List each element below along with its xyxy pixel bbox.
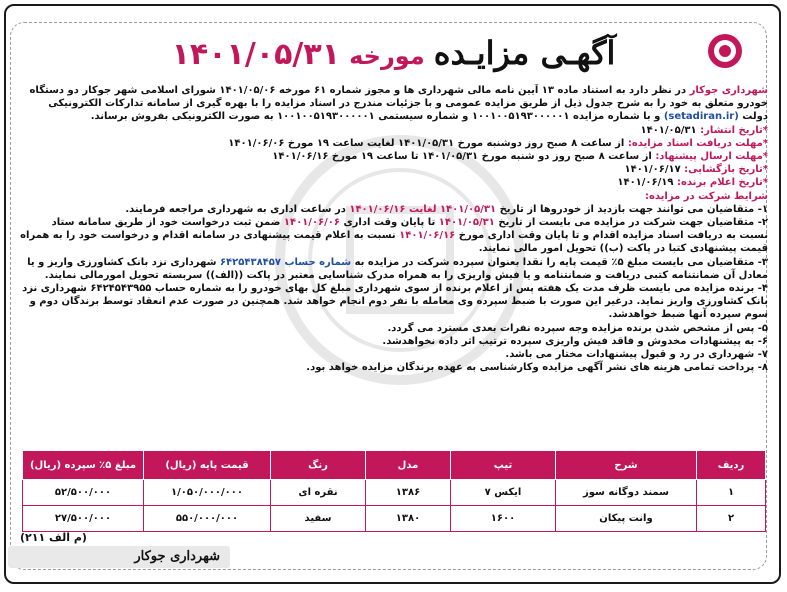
condition-6: ۶- به پیشنهادات مخدوش و فاقد فیش واریزی سپرده ترتیب اثر داده نخواهدشد.	[382, 335, 768, 347]
org-name: شهرداری جوکار	[689, 85, 768, 96]
announcement-emblem-icon	[706, 32, 744, 70]
account-number: شماره حساب ۶۴۲۵۴۳۸۴۵۷	[219, 256, 352, 268]
vehicles-table	[22, 450, 766, 532]
cell-model: ۱۳۸۶	[366, 480, 451, 506]
table-header-row	[23, 451, 766, 480]
condition-4: ۴- برنده مزایده می بایست ظرف مدت یک هفته پس از اعلام برنده از سوی شهرداری مبلغ کل بهای خودرو را به شماره حساب ۶۴۲۴۵۴۳۹۵۵ شهرداری نزد بانک کشاورزی واریز نماید. درغیر این صورت با ضبط سپرده وی معامله با نفر دوم انجام خواهد شد. همچنین در صورت عدم انعقاد توسط برندگان دوم و سوم سپرده آنها ضبط خواهدشد.	[22, 283, 768, 321]
conditions-title: شرایط شرکت در مزایده:	[644, 190, 768, 202]
cell-description: سمند دوگانه سوز	[556, 480, 697, 506]
col-header-model: مدل	[366, 451, 451, 480]
footer-org-name: شهرداری جوکار	[8, 546, 230, 568]
setad-link[interactable]: (setadiran.ir)	[663, 111, 739, 123]
condition-3	[20, 256, 768, 282]
condition-7: ۷- شهرداری در رد و قبول پیشنهادات مختار می باشد.	[505, 349, 768, 361]
condition-text: ضمن ثبت درخواست خود از طریق سامانه ستاد نسبت به دریافت اسناد مزایده اقدام و تا پایان وقت اداری مورخ	[51, 217, 768, 242]
date-line-docs	[20, 137, 768, 150]
date-line-offers	[20, 150, 768, 163]
date-label: *مهلت دریافت اسناد مزایده:	[627, 137, 768, 149]
date-line-opening	[20, 163, 768, 176]
col-header-type: تیپ	[451, 451, 556, 480]
condition-date: ۱۴۰۱/۰۶/۱۶	[399, 230, 456, 242]
cell-color: سفید	[271, 506, 366, 532]
cell-base-price: ۱/۰۵۰/۰۰۰/۰۰۰	[144, 480, 271, 506]
condition-date: ۱۴۰۱/۰۵/۳۱	[438, 217, 495, 229]
date-value: از ساعت ۸ صبح روز دو شنبه مورخ ۱۴۰۱/۰۵/۳۱ تا ساعت ۱۹ مورخ ۱۴۰۱/۰۶/۱۶	[272, 151, 656, 163]
cell-model: ۱۳۸۰	[366, 506, 451, 532]
col-header-row-no: ردیف	[697, 451, 766, 480]
col-header-base-price: قیمت پایه (ریال)	[144, 451, 271, 480]
cell-type: ۱۶۰۰	[451, 506, 556, 532]
cell-row-no: ۱	[697, 480, 766, 506]
title-date: ۱۴۰۱/۰۵/۳۱	[171, 37, 341, 72]
date-value: ۱۴۰۱/۰۶/۱۹	[617, 177, 677, 189]
notice-body	[20, 84, 768, 458]
condition-1	[20, 203, 768, 216]
table-row	[23, 506, 766, 532]
condition-text: ۳- متقاضیان می بایست مبلغ ۵٪ قیمت پایه را نقدا بعنوان سپرده شرکت در مزایده به	[351, 256, 768, 268]
condition-text: ۲- متقاضیان جهت شرکت در مزایده می بایست از تاریخ	[494, 217, 768, 229]
condition-2	[20, 216, 768, 256]
date-value: از ساعت ۸ صبح روز دوشنبه مورخ ۱۴۰۱/۰۵/۳۱ لغایت ساعت ۱۹ مورخ ۱۴۰۱/۰۶/۰۶	[228, 137, 628, 149]
title-main: آگهـی مزایـده	[433, 34, 616, 72]
cell-deposit: ۲۷/۵۰۰/۰۰۰	[23, 506, 144, 532]
condition-8: ۸- پرداخت تمامی هزینه های نشر آگهی مزایده وکارشناسی به عهده برندگان مزایده خواهد بود.	[306, 362, 768, 374]
condition-date: ۱۴۰۱/۰۶/۰۶	[283, 217, 341, 229]
cell-description: وانت پیکان	[556, 506, 697, 532]
col-header-color: رنگ	[271, 451, 366, 480]
table-row	[23, 480, 766, 506]
condition-text: نسبت به اعلام قیمت پیشنهادی در سامانه اقدام و درخواست خود را به همراه قیمت پیشنهادی کتبا در پاکت (ب)) تحویل امور مالی نمایند.	[20, 230, 768, 255]
date-line-publish	[20, 124, 768, 137]
condition-text: ۱- متقاضیان می توانند جهت بازدید از خودروها از تاریخ	[496, 203, 768, 215]
date-value: ۱۴۰۱/۰۵/۳۱	[640, 124, 701, 136]
condition-dates: ۱۴۰۱/۰۵/۳۱ لغایت ۱۴۰۱/۰۶/۱۶	[349, 203, 497, 215]
date-label: *تاریخ اعلام برنده:	[676, 177, 768, 189]
date-line-winner	[20, 176, 768, 189]
title-prefix: مورخه	[349, 42, 425, 70]
cell-row-no: ۲	[697, 506, 766, 532]
date-label: *مهلت ارسال پیشنهاد:	[655, 151, 768, 163]
cell-base-price: ۵۵۰/۰۰۰/۰۰۰	[144, 506, 271, 532]
intro-text: در نظر دارد به استناد ماده ۱۳ آیین نامه مالی شهرداری ها و مجوز شماره ۶۱ مورخه ۱۴۰۱/۰۵/۰۶ شورای اسلامی شهر جوکار دو دستگاه خودرو متعلق به خود را به شرح جدول ذیل از طریق مزایده عمومی و با جزئیات مندرج در اسناد مزایده را با بهره گیری از سامانه تدارکات الکترونیکی دولت	[29, 85, 768, 123]
notice-code: (م الف ۲۱۱)	[20, 531, 87, 544]
cell-type: ایکس ۷	[451, 480, 556, 506]
intro-paragraph	[20, 84, 768, 124]
date-label: *تاریخ انتشار:	[700, 124, 768, 136]
condition-text: در ساعت اداری به شهرداری مراجعه فرمایند.	[125, 203, 350, 215]
date-label: *تاریخ بازگشایی:	[684, 164, 768, 176]
date-value: ۱۴۰۱/۰۶/۱۷	[624, 164, 685, 176]
notice-title	[0, 34, 787, 72]
col-header-description: شرح	[556, 451, 697, 480]
intro-text-2: و با شماره مزایده ۱۰۰۱۰۰۵۱۹۳۰۰۰۰۰۱ و شماره سیستمی ۱۰۰۱۰۰۵۱۹۳۰۰۰۰۰۱ به صورت الکترونیکی بفروش برساند.	[90, 111, 664, 123]
condition-5: ۵- پس از مشخص شدن برنده مزایده وجه سپرده نفرات بعدی مسترد می گردد.	[387, 322, 768, 334]
cell-deposit: ۵۲/۵۰۰/۰۰۰	[23, 480, 144, 506]
condition-text: شهرداری نزد بانک کشاورزی واریز و یا معادل آن ضمانتنامه کتبی دریافت و ضمانتنامه و یا فیش واریزی را به همراه مدرک شناسایی معتبر در پاکت ((الف)) سربسته تحویل امورمالی نمایند.	[27, 256, 768, 281]
cell-color: نقره ای	[271, 480, 366, 506]
col-header-deposit: مبلغ ۵٪ سپرده (ریال)	[23, 451, 144, 480]
condition-text: تا پایان وقت اداری	[340, 217, 439, 229]
